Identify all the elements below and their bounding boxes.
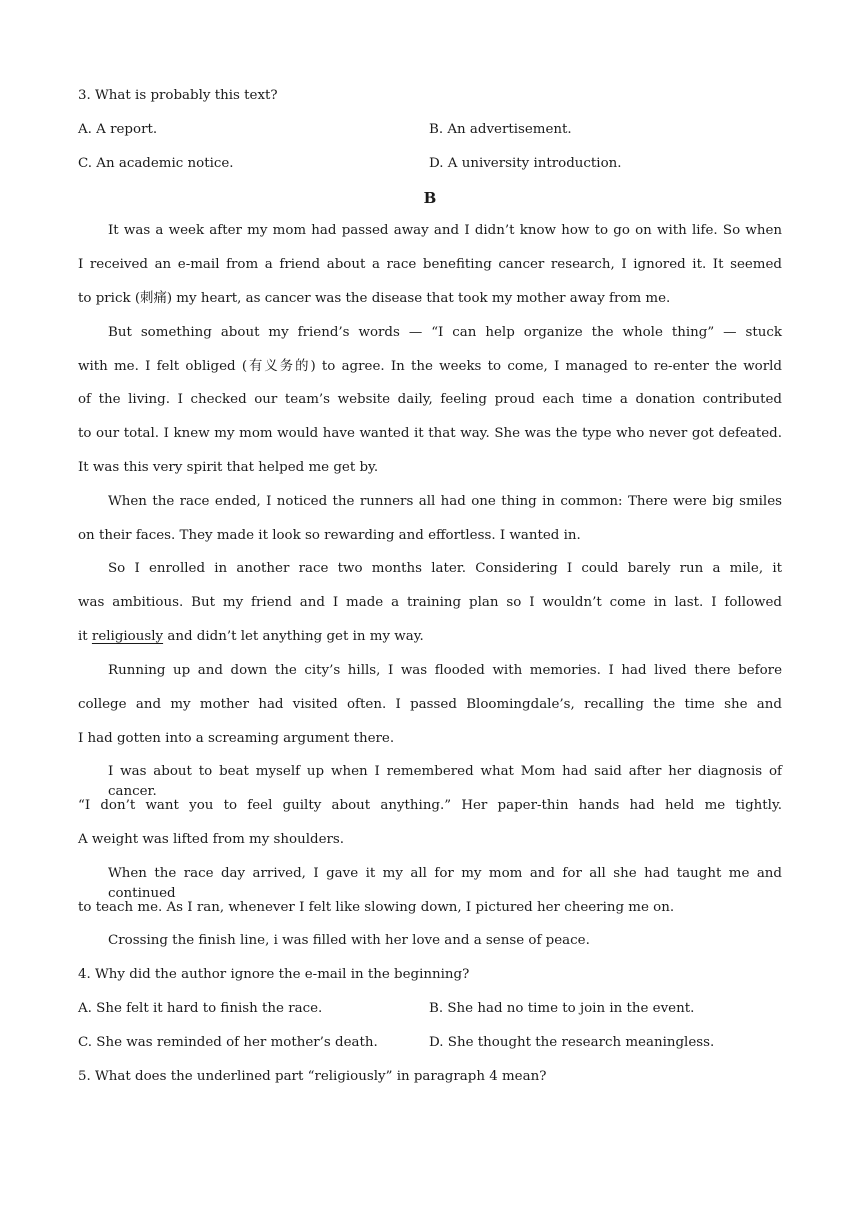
underlined-word: religiously xyxy=(91,629,164,644)
q4-option-b: B. She had no time to join in the event. xyxy=(429,1001,695,1016)
q4-option-a: A. She felt it hard to finish the race. xyxy=(78,1001,323,1016)
passage-line: Crossing the finish line, i was filled with her love and a sense of peace. xyxy=(108,933,590,948)
passage-line: I received an e-mail from a friend about a race benefiting cancer research, I ignored it. It seemed xyxy=(78,257,782,272)
passage-line: When the race ended, I noticed the runners all had one thing in common: There were big smiles xyxy=(108,494,782,509)
passage-line: I had gotten into a screaming argument there. xyxy=(78,731,395,746)
passage-line: to our total. I knew my mom would have wanted it that way. She was the type who never got defeated. xyxy=(78,426,782,441)
passage-line: to teach me. As I ran, whenever I felt like slowing down, I pictured her cheering me on. xyxy=(78,900,675,915)
q3-option-a: A. A report. xyxy=(78,122,158,137)
passage-line: It was a week after my mom had passed away and I didn’t know how to go on with life. So when xyxy=(108,223,782,238)
passage-line: to prick (刺痛) my heart, as cancer was the disease that took my mother away from me. xyxy=(78,291,671,306)
passage-line: But something about my friend’s words — “I can help organize the whole thing” — stuck xyxy=(108,325,782,340)
passage-line: It was this very spirit that helped me get by. xyxy=(78,460,379,475)
q3-stem: 3. What is probably this text? xyxy=(78,88,278,103)
q3-option-b: B. An advertisement. xyxy=(429,122,572,137)
passage-line: with me. I felt obliged (有义务的) to agree. In the weeks to come, I managed to re-enter the world xyxy=(78,359,782,374)
passage-line: of the living. I checked our team’s website daily, feeling proud each time a donation contributed xyxy=(78,392,782,407)
q3-option-d: D. A university introduction. xyxy=(429,156,622,171)
passage-text: it xyxy=(78,629,92,644)
passage-line: When the race day arrived, I gave it my all for my mom and for all she had taught me and continued xyxy=(108,866,782,901)
passage-line: on their faces. They made it look so rewarding and effortless. I wanted in. xyxy=(78,528,581,543)
passage-line: was ambitious. But my friend and I made a training plan so I wouldn’t come in last. I followed xyxy=(78,595,782,610)
q3-option-c: C. An academic notice. xyxy=(78,156,234,171)
passage-line: I was about to beat myself up when I remembered what Mom had said after her diagnosis of cancer. xyxy=(108,764,782,799)
passage-line: A weight was lifted from my shoulders. xyxy=(78,832,345,847)
passage-line: Running up and down the city’s hills, I was flooded with memories. I had lived there before xyxy=(108,663,782,678)
passage-text: and didn’t let anything get in my way. xyxy=(163,629,424,644)
passage-line: “I don’t want you to feel guilty about anything.” Her paper-thin hands had held me tightly. xyxy=(78,798,782,813)
q5-stem: 5. What does the underlined part “religiously” in paragraph 4 mean? xyxy=(78,1069,547,1084)
q4-option-d: D. She thought the research meaningless. xyxy=(429,1035,715,1050)
q4-option-c: C. She was reminded of her mother’s death. xyxy=(78,1035,378,1050)
q4-stem: 4. Why did the author ignore the e-mail in the beginning? xyxy=(78,967,470,982)
passage-line: college and my mother had visited often. I passed Bloomingdale’s, recalling the time she and xyxy=(78,697,782,712)
passage-line xyxy=(78,627,782,647)
passage-line: So I enrolled in another race two months later. Considering I could barely run a mile, it xyxy=(108,561,782,576)
section-heading: B xyxy=(423,189,437,207)
